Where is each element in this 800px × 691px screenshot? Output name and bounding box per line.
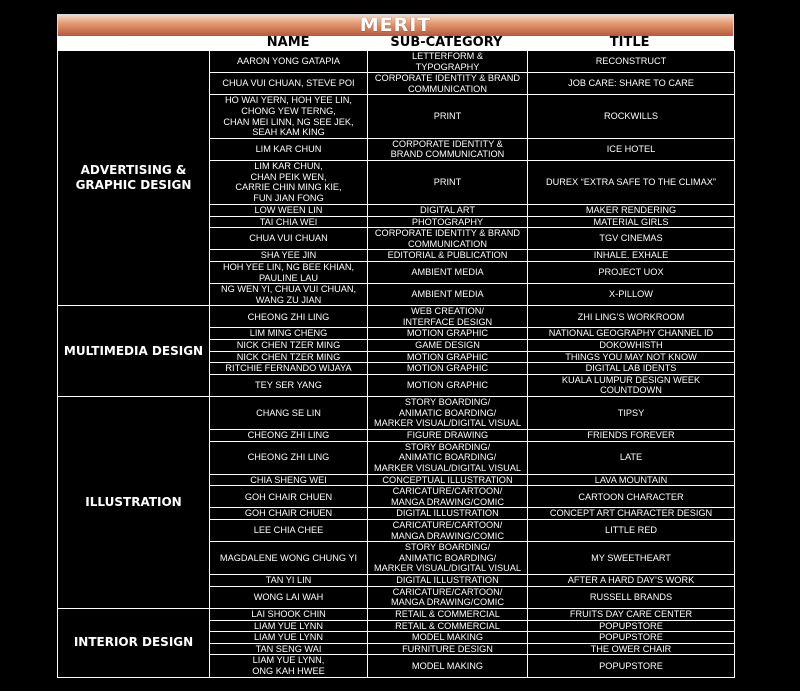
sub-category-cell	[368, 250, 528, 262]
sub-category-cell-line: FURNITURE DESIGN	[402, 643, 493, 654]
category-cell	[58, 306, 210, 397]
sub-category-cell-line: CORPORATE IDENTITY & BRAND	[374, 73, 521, 84]
sub-category-cell	[368, 216, 528, 228]
sub-category-cell-line: MOTION GRAPHIC	[406, 351, 489, 362]
title-cell-line: ROCKWILLS	[603, 111, 659, 122]
title-cell-line: PROJECT UOX	[598, 267, 664, 278]
title-cell-line: DOKOWHISTH	[599, 340, 663, 351]
name-cell-line: CHUA VUI CHUAN, STEVE POI	[222, 78, 355, 89]
sub-category-cell	[368, 620, 528, 632]
sub-category-cell	[368, 655, 528, 677]
sub-category-cell-line: MODEL MAKING	[411, 632, 484, 643]
title-cell	[528, 520, 735, 542]
title-cell-line: TIPSY	[617, 407, 645, 418]
category-cell	[58, 397, 210, 609]
sub-category-cell-line: COMMUNICATION	[408, 83, 487, 94]
name-cell-line: NG WEN YI, CHUA VUI CHUAN,	[220, 284, 357, 295]
title-cell-line: FRUITS DAY CARE CENTER	[569, 608, 693, 619]
sub-category-column-header: SUB-CATEGORY	[390, 35, 503, 50]
sub-category-cell-line: ANIMATIC BOARDING/	[398, 452, 497, 463]
title-cell	[528, 486, 735, 508]
title-cell	[528, 374, 735, 396]
name-cell-line: PAULINE LAU	[258, 272, 319, 283]
name-cell-line: GOH CHAIR CHUEN	[244, 491, 333, 502]
title-cell-line: POPUPSTORE	[599, 660, 663, 671]
title-cell	[528, 328, 735, 340]
sub-category-cell-line: MOTION GRAPHIC	[406, 363, 489, 374]
name-cell-line: GOH CHAIR CHUEN	[244, 508, 333, 519]
sub-category-cell-line: RETAIL & COMMERCIAL	[395, 608, 500, 619]
name-cell	[210, 328, 368, 340]
name-cell-line: HOH YEE LIN, NG BEE KHIAN,	[222, 261, 355, 272]
name-cell-line: TAI CHIA WEI	[259, 216, 318, 227]
name-cell	[210, 520, 368, 542]
title-cell-line: ICE HOTEL	[606, 144, 656, 155]
name-cell-line: WANG ZU JIAN	[255, 294, 322, 305]
sub-category-cell-line: BRAND COMMUNICATION	[390, 149, 505, 160]
name-cell	[210, 284, 368, 306]
sub-category-cell	[368, 520, 528, 542]
title-cell	[528, 160, 735, 204]
title-cell	[528, 351, 735, 363]
title-cell	[528, 586, 735, 608]
title-cell-line: COUNTDOWN	[600, 385, 662, 396]
name-cell-line: LIM KAR CHUN	[255, 144, 322, 155]
title-cell-line: RECONSTRUCT	[595, 56, 667, 67]
title-cell-line: RUSSELL BRANDS	[589, 592, 673, 603]
name-cell	[210, 643, 368, 655]
name-cell-line: LAI SHOOK CHIN	[251, 608, 326, 619]
sub-category-cell-line: DIGITAL ILLUSTRATION	[396, 575, 499, 586]
title-cell	[528, 250, 735, 262]
sub-category-cell-line: PRINT	[433, 177, 462, 188]
name-cell-line: MAGDALENE WONG CHUNG YI	[219, 552, 358, 563]
sub-category-cell-line: STORY BOARDING/	[404, 542, 491, 553]
sub-category-cell-line: MANGA DRAWING/COMIC	[391, 597, 504, 608]
sub-category-cell-line: CARICATURE/CARTOON/	[392, 486, 503, 497]
name-cell-line: NICK CHEN TZER MING	[236, 351, 341, 362]
category-column-header	[58, 36, 210, 50]
name-cell	[210, 575, 368, 587]
sub-category-cell-line: GAME DESIGN	[415, 340, 480, 351]
title-cell-line: DUREX “EXTRA SAFE TO THE CLIMAX”	[545, 177, 716, 188]
sub-category-cell	[368, 228, 528, 250]
title-column-header: TITLE	[609, 35, 650, 50]
name-cell	[210, 632, 368, 644]
title-cell-line: X-PILLOW	[609, 289, 653, 300]
sub-category-cell-line: CORPORATE IDENTITY & BRAND	[374, 228, 521, 239]
title-cell	[528, 430, 735, 442]
sub-category-cell	[368, 340, 528, 352]
sub-category-cell-line: STORY BOARDING/	[404, 397, 491, 408]
category-cell-line: ILLUSTRATION	[85, 495, 182, 509]
title-cell-line: KUALA LUMPUR DESIGN WEEK	[561, 374, 701, 385]
title-cell	[528, 340, 735, 352]
sub-category-cell-line: ANIMATIC BOARDING/	[398, 552, 497, 563]
sub-category-cell-line: CARICATURE/CARTOON/	[392, 586, 503, 597]
sub-category-cell-line: MARKER VISUAL/DIGITAL VISUAL	[373, 563, 522, 574]
sub-category-cell	[368, 397, 528, 430]
sub-category-cell	[368, 95, 528, 138]
name-cell-line: AARON YONG GATAPIA	[236, 56, 341, 67]
title-cell	[528, 508, 735, 520]
sub-category-cell	[368, 508, 528, 520]
title-cell-line: MAKER RENDERING	[585, 204, 677, 215]
name-cell-line: CHIA SHENG WEI	[250, 474, 327, 485]
name-cell	[210, 620, 368, 632]
sub-category-cell	[368, 51, 528, 73]
name-cell	[210, 430, 368, 442]
title-cell-line: ZHI LING’S WORKROOM	[577, 311, 685, 322]
title-cell	[528, 204, 735, 216]
title-cell	[528, 542, 735, 575]
name-cell	[210, 397, 368, 430]
name-cell-line: CARRIE CHIN MING KIE,	[235, 182, 342, 193]
sub-category-cell-line: STORY BOARDING/	[404, 441, 491, 452]
title-cell	[528, 620, 735, 632]
title-cell	[528, 655, 735, 677]
name-cell	[210, 51, 368, 73]
sub-category-cell	[368, 474, 528, 486]
merit-banner	[57, 14, 734, 36]
name-cell-line: CHUA VUI CHUAN	[249, 233, 328, 244]
sub-category-cell-line: RETAIL & COMMERCIAL	[395, 620, 500, 631]
sub-category-cell	[368, 160, 528, 204]
category-cell-line: MULTIMEDIA DESIGN	[63, 343, 204, 358]
name-cell-line: NICK CHEN TZER MING	[236, 340, 341, 351]
sub-category-cell-line: MODEL MAKING	[411, 660, 484, 671]
name-cell-line: CHONG YEW TERNG,	[241, 105, 336, 116]
category-cell	[58, 51, 210, 306]
sub-category-cell-line: LETTERFORM &	[412, 51, 483, 61]
name-cell	[210, 160, 368, 204]
sub-category-cell	[368, 632, 528, 644]
name-cell-line: LIAM YUE LYNN	[253, 632, 324, 643]
title-cell-line: INHALE. EXHALE	[593, 250, 669, 261]
title-cell	[528, 51, 735, 73]
name-cell-line: CHANG SE LIN	[256, 407, 321, 418]
sub-category-cell-line: MANGA DRAWING/COMIC	[391, 496, 504, 507]
title-cell	[528, 608, 735, 620]
sub-category-cell	[368, 261, 528, 283]
sub-category-cell	[368, 138, 528, 160]
merit-table	[57, 50, 735, 678]
title-cell	[528, 261, 735, 283]
sub-category-cell	[368, 363, 528, 375]
title-cell-line: THE OWER CHAIR	[590, 643, 672, 654]
sub-category-cell-line: EDITORIAL & PUBLICATION	[387, 250, 508, 261]
name-cell	[210, 138, 368, 160]
sub-category-cell-line: MARKER VISUAL/DIGITAL VISUAL	[373, 462, 522, 473]
title-cell-line: FRIENDS FOREVER	[587, 430, 675, 441]
sub-category-cell-line: MOTION GRAPHIC	[406, 328, 489, 339]
sub-category-cell-line: CORPORATE IDENTITY &	[392, 138, 503, 149]
sub-category-cell-line: AMBIENT MEDIA	[411, 289, 484, 300]
name-cell-line: ONG KAH HWEE	[252, 665, 325, 676]
title-cell	[528, 138, 735, 160]
name-cell	[210, 586, 368, 608]
name-cell-line: CHAN MEI LINN, NG SEE JEK,	[223, 116, 354, 127]
merit-table-body	[58, 51, 735, 678]
title-cell	[528, 474, 735, 486]
name-cell-line: CHAN PEIK WEN,	[250, 171, 327, 182]
name-cell	[210, 250, 368, 262]
name-cell	[210, 351, 368, 363]
name-cell-line: CHEONG ZHI LING	[247, 430, 330, 441]
sub-category-cell	[368, 328, 528, 340]
title-cell-line: CONCEPT ART CHARACTER DESIGN	[549, 508, 713, 519]
title-cell	[528, 73, 735, 95]
table-row	[58, 397, 735, 430]
title-cell	[528, 441, 735, 474]
title-cell-line: AFTER A HARD DAY’S WORK	[567, 575, 695, 586]
category-cell-line: GRAPHIC DESIGN	[75, 178, 192, 193]
sub-category-cell	[368, 575, 528, 587]
sub-category-cell-line: CARICATURE/CARTOON/	[392, 520, 503, 530]
name-cell	[210, 508, 368, 520]
table-row	[58, 608, 735, 620]
sub-category-cell	[368, 643, 528, 655]
sub-category-cell-line: MOTION GRAPHIC	[406, 380, 489, 391]
sub-category-cell-line: DIGITAL ILLUSTRATION	[396, 508, 499, 519]
title-cell-line: THINGS YOU MAY NOT KNOW	[565, 351, 697, 362]
sub-category-cell-line: AMBIENT MEDIA	[411, 267, 484, 278]
sub-category-cell-line: MANGA DRAWING/COMIC	[391, 530, 504, 541]
name-cell	[210, 363, 368, 375]
sub-category-cell	[368, 351, 528, 363]
name-cell	[210, 216, 368, 228]
title-cell	[528, 397, 735, 430]
title-cell	[528, 95, 735, 138]
name-cell-line: LIAM YUE LYNN,	[252, 655, 325, 666]
sub-category-cell	[368, 374, 528, 396]
sub-category-cell-line: MARKER VISUAL/DIGITAL VISUAL	[373, 418, 522, 429]
name-cell	[210, 73, 368, 95]
title-cell-line: TGV CINEMAS	[599, 233, 663, 244]
page-title: MERIT	[359, 14, 432, 36]
name-cell-line: SEAH KAM KING	[252, 127, 325, 138]
title-cell	[528, 306, 735, 328]
category-cell	[58, 608, 210, 677]
title-cell-line: LAVA MOUNTAIN	[594, 474, 668, 485]
name-cell	[210, 542, 368, 575]
name-cell-line: RITCHIE FERNANDO WIJAYA	[225, 363, 352, 374]
sub-category-cell-line: WEB CREATION/	[411, 306, 484, 317]
sub-category-cell-line: FIGURE DRAWING	[406, 430, 489, 441]
name-cell	[210, 441, 368, 474]
title-cell-line: POPUPSTORE	[599, 632, 663, 643]
name-cell	[210, 608, 368, 620]
sub-category-cell	[368, 542, 528, 575]
name-cell	[210, 204, 368, 216]
title-cell-line: NATIONAL GEOGRAPHY CHANNEL ID	[548, 328, 714, 339]
title-cell	[528, 216, 735, 228]
name-cell-line: LOW WEEN LIN	[254, 204, 323, 215]
name-cell-line: HO WAI YERN, HOH YEE LIN,	[225, 95, 352, 106]
category-cell-line: ADVERTISING &	[80, 163, 187, 178]
sub-category-cell	[368, 73, 528, 95]
title-cell-line: MY SWEETHEART	[591, 552, 671, 563]
title-cell-line: DIGITAL LAB IDENTS	[585, 363, 677, 374]
name-cell-line: SHA YEE JIN	[260, 250, 317, 261]
name-cell-line: FUN JIAN FONG	[253, 193, 324, 204]
sub-category-cell	[368, 441, 528, 474]
sub-category-cell-line: TYPOGRAPHY	[415, 61, 480, 72]
sub-category-cell-line: COMMUNICATION	[408, 238, 487, 249]
title-cell-line: JOB CARE: SHARE TO CARE	[568, 78, 694, 89]
sub-category-cell	[368, 608, 528, 620]
name-cell-line: LIAM YUE LYNN	[253, 620, 324, 631]
name-cell	[210, 261, 368, 283]
title-cell	[528, 363, 735, 375]
name-cell-line: LIM MING CHENG	[249, 328, 328, 339]
table-row	[58, 51, 735, 73]
category-cell-line: INTERIOR DESIGN	[73, 635, 194, 650]
name-cell	[210, 228, 368, 250]
merit-list	[57, 14, 734, 678]
name-cell	[210, 340, 368, 352]
name-cell-line: LEE CHIA CHEE	[253, 525, 324, 536]
name-cell	[210, 95, 368, 138]
title-cell-line: CARTOON CHARACTER	[578, 491, 684, 502]
sub-category-cell-line: PHOTOGRAPHY	[411, 216, 484, 227]
sub-category-cell	[368, 486, 528, 508]
title-cell-line: POPUPSTORE	[599, 620, 663, 631]
sub-category-cell-line: ANIMATIC BOARDING/	[398, 407, 497, 418]
sub-category-cell	[368, 306, 528, 328]
name-cell-line: LIM KAR CHUN,	[254, 161, 323, 172]
title-cell	[528, 632, 735, 644]
title-cell	[528, 643, 735, 655]
title-cell-line: LITTLE RED	[604, 525, 658, 536]
name-cell	[210, 374, 368, 396]
sub-category-cell	[368, 204, 528, 216]
name-column-header: NAME	[266, 35, 310, 50]
title-cell	[528, 575, 735, 587]
sub-category-cell	[368, 586, 528, 608]
title-cell	[528, 228, 735, 250]
title-cell-line: LATE	[619, 452, 643, 463]
name-cell	[210, 474, 368, 486]
sub-category-cell	[368, 284, 528, 306]
name-cell-line: CHEONG ZHI LING	[247, 311, 330, 322]
name-cell-line: CHEONG ZHI LING	[247, 452, 330, 463]
name-cell	[210, 486, 368, 508]
column-header-row	[57, 36, 734, 50]
sub-category-cell-line: DIGITAL ART	[420, 204, 475, 215]
name-cell	[210, 306, 368, 328]
name-cell-line: TEY SER YANG	[255, 380, 322, 391]
table-row	[58, 306, 735, 328]
name-cell-line: WONG LAI WAH	[253, 592, 324, 603]
sub-category-cell	[368, 430, 528, 442]
title-cell-line: MATERIAL GIRLS	[593, 216, 669, 227]
sub-category-cell-line: CONCEPTUAL ILLUSTRATION	[382, 474, 513, 485]
name-cell	[210, 655, 368, 677]
title-cell	[528, 284, 735, 306]
name-cell-line: TAN SENG WAI	[255, 643, 322, 654]
name-cell-line: TAN YI LIN	[265, 575, 312, 586]
sub-category-cell-line: INTERFACE DESIGN	[402, 316, 493, 327]
sub-category-cell-line: PRINT	[433, 111, 462, 122]
